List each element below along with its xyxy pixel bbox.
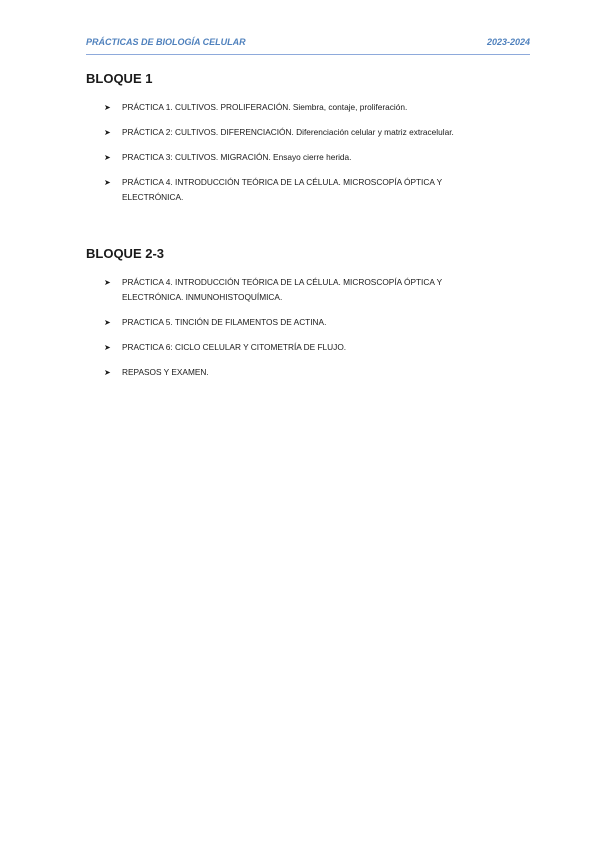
list-item <box>86 175 536 205</box>
list-item <box>86 100 536 115</box>
list-item-text: PRACTICA 6: CICLO CELULAR Y CITOMETRÍA DE FLUJO. <box>122 342 347 352</box>
arrowhead-bullet-icon: ➤ <box>104 128 111 137</box>
list-item-text: REPASOS Y EXAMEN. <box>122 367 209 377</box>
arrowhead-bullet-icon: ➤ <box>104 368 111 377</box>
section-bloque-1 <box>86 71 536 215</box>
header-year: 2023-2024 <box>486 37 530 47</box>
arrowhead-bullet-icon: ➤ <box>104 178 111 187</box>
list-item <box>86 365 536 380</box>
header-divider <box>86 54 530 55</box>
list-item-text: PRÁCTICA 4. INTRODUCCIÓN TEÓRICA DE LA CÉLULA. MICROSCOPÍA ÓPTICA Y ELECTRÓNICA. <box>122 177 442 202</box>
list-item <box>86 125 536 140</box>
page-header <box>86 37 530 47</box>
header-title: PRÁCTICAS DE BIOLOGÍA CELULAR <box>86 37 246 47</box>
section-bloque-2-3 <box>86 246 536 390</box>
arrowhead-bullet-icon: ➤ <box>104 153 111 162</box>
list-item-text: PRACTICA 5. TINCIÓN DE FILAMENTOS DE ACTINA. <box>122 317 327 327</box>
list-item <box>86 315 536 330</box>
list-item <box>86 150 536 165</box>
list-item-text: PRACTICA 3: CULTIVOS. MIGRACIÓN. Ensayo cierre herida. <box>122 152 352 162</box>
list-item <box>86 340 536 355</box>
list-item-text: PRÁCTICA 1. CULTIVOS. PROLIFERACIÓN. Siembra, contaje, proliferación. <box>122 102 408 112</box>
arrowhead-bullet-icon: ➤ <box>104 103 111 112</box>
arrowhead-bullet-icon: ➤ <box>104 343 111 352</box>
section-title: BLOQUE 2-3 <box>86 246 165 261</box>
arrowhead-bullet-icon: ➤ <box>104 318 111 327</box>
list-item-text: PRÁCTICA 4. INTRODUCCIÓN TEÓRICA DE LA CÉLULA. MICROSCOPÍA ÓPTICA Y ELECTRÓNICA. INMUNOHISTOQUÍMICA. <box>122 277 442 302</box>
section-title: BLOQUE 1 <box>86 71 153 86</box>
practice-list <box>86 275 536 380</box>
list-item-text: PRÁCTICA 2: CULTIVOS. DIFERENCIACIÓN. Diferenciación celular y matriz extracelular. <box>122 127 454 137</box>
list-item <box>86 275 536 305</box>
arrowhead-bullet-icon: ➤ <box>104 278 111 287</box>
practice-list <box>86 100 536 205</box>
